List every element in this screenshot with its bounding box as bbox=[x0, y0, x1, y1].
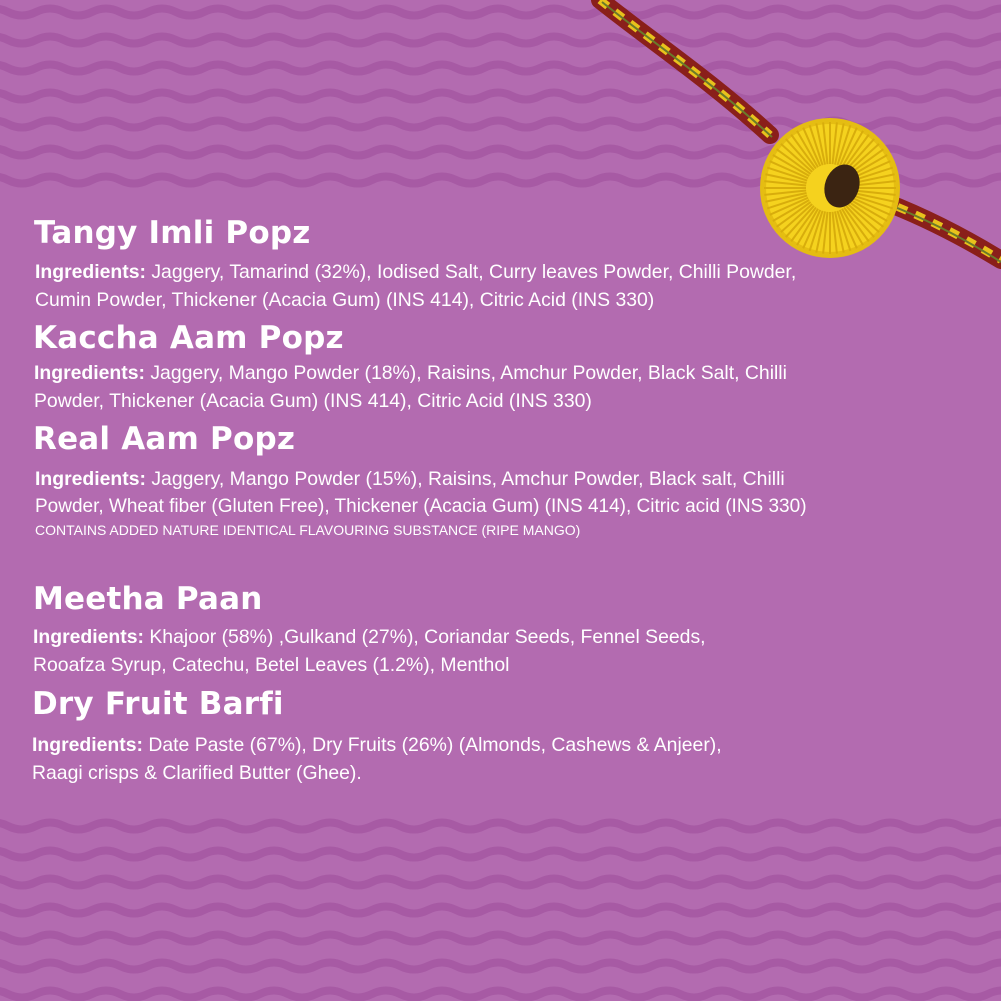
ingredients-line: Ingredients: Date Paste (67%), Dry Fruits (26%) (Almonds, Cashews & Anjeer), bbox=[32, 734, 722, 756]
product-title-tangy-imli-popz: Tangy Imli Popz bbox=[34, 215, 311, 251]
ingredients-label: Ingredients: bbox=[32, 734, 143, 756]
ingredients-label: Ingredients: bbox=[34, 362, 145, 384]
ingredients-line: Rooafza Syrup, Catechu, Betel Leaves (1.2%), Menthol bbox=[33, 654, 510, 676]
ingredients-label: Ingredients: bbox=[33, 626, 144, 648]
ingredients-label: Ingredients: bbox=[35, 468, 146, 490]
ingredients-line: Cumin Powder, Thickener (Acacia Gum) (INS 414), Citric Acid (INS 330) bbox=[35, 289, 655, 311]
ingredients-line: Powder, Wheat fiber (Gluten Free), Thickener (Acacia Gum) (INS 414), Citric acid (INS 330) bbox=[35, 496, 807, 517]
product-title-kaccha-aam-popz: Kaccha Aam Popz bbox=[33, 320, 344, 356]
ingredients-line: Ingredients: Khajoor (58%) ,Gulkand (27%), Coriandar Seeds, Fennel Seeds, bbox=[33, 626, 706, 648]
ingredients-line: Ingredients: Jaggery, Tamarind (32%), Iodised Salt, Curry leaves Powder, Chilli Powder, bbox=[35, 261, 797, 283]
ingredients-line: Ingredients: Jaggery, Mango Powder (18%), Raisins, Amchur Powder, Black Salt, Chilli bbox=[34, 362, 787, 384]
product-title-meetha-paan: Meetha Paan bbox=[33, 581, 263, 617]
ingredients-line: Raagi crisps & Clarified Butter (Ghee). bbox=[32, 762, 362, 784]
ingredients-line: Ingredients: Jaggery, Mango Powder (15%), Raisins, Amchur Powder, Black salt, Chilli bbox=[35, 468, 785, 490]
product-title-dry-fruit-barfi: Dry Fruit Barfi bbox=[32, 686, 284, 722]
ingredients-label: Ingredients: bbox=[35, 261, 146, 283]
product-title-real-aam-popz: Real Aam Popz bbox=[33, 421, 296, 457]
flavouring-note: CONTAINS ADDED NATURE IDENTICAL FLAVOURING SUBSTANCE (RIPE MANGO) bbox=[35, 522, 581, 538]
ingredients-line: Powder, Thickener (Acacia Gum) (INS 414), Citric Acid (INS 330) bbox=[34, 390, 592, 412]
